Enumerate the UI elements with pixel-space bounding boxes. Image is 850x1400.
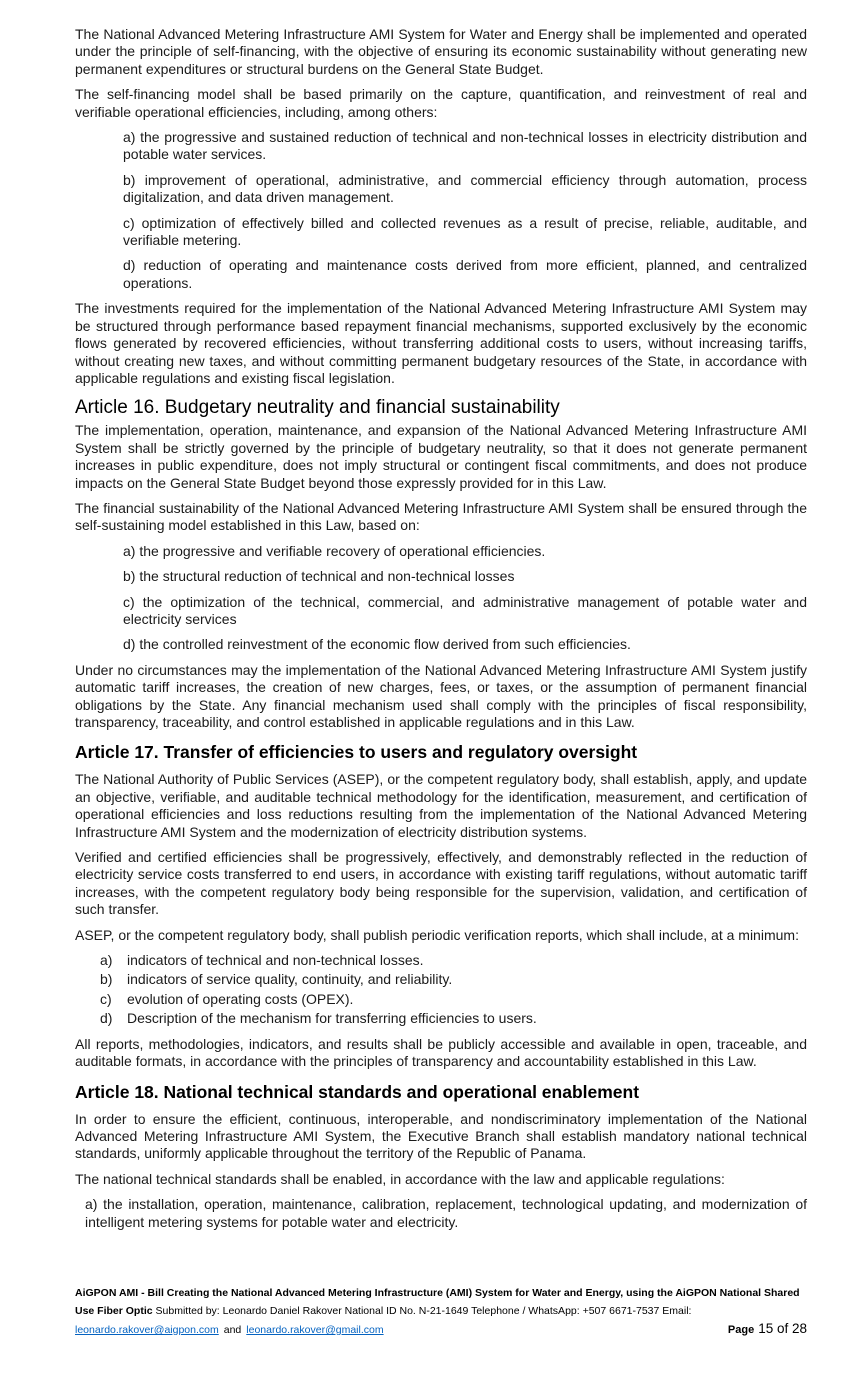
paragraph-investments: The investments required for the implementation of the National Advanced Metering Infrastructure AMI System may be structured through performance based repayment financial mechanisms, supported exclusively by the economic flows generated by recovered efficiencies, without transferring additional costs to users, without increasing tariffs, without creating new taxes, and without committing permanent budgetary resources of the State, in accordance with applicable regulations and existing fiscal legislation. [75,300,807,386]
list-item-report-b [100,971,807,988]
article-17-heading: Article 17. Transfer of efficiencies to users and regulatory oversight [75,742,638,763]
list-item-sustaining-b: b) the structural reduction of technical and non-technical losses [123,568,515,585]
email-link-aigpon[interactable]: leonardo.rakover@aigpon.com [75,1324,219,1336]
list-item-standards-a: a) the installation, operation, maintenance, calibration, replacement, technological updating, and modernization of intelligent metering systems for potable water and electricity. [85,1196,807,1230]
footer-title-paragraph [75,1284,807,1320]
list-item-report-a [100,952,807,969]
footer-contact-line [75,1320,807,1339]
page-label: Page [727,1324,755,1336]
list-item-efficiencies-a: a) the progressive and sustained reduction of technical and non-technical losses in electricity distribution and potable water services. [123,129,807,163]
list-item-efficiencies-c: c) optimization of effectively billed and collected revenues as a result of precise, reliable, auditable, and verifiable metering. [123,214,807,249]
list-marker: b) [100,971,113,988]
paragraph-verified-efficiencies: Verified and certified efficiencies shall be progressively, effectively, and demonstrably reflected in the reduction of electricity service costs transferred to end users, in accordance with existing tariff regulations, without automatic tariff increases, with the competent regulatory body being responsible for the supervision, validation, and certification of such transfer. [75,849,807,918]
list-item-sustaining-a: a) the progressive and verifiable recovery of operational efficiencies. [123,542,546,559]
paragraph-self-financing-principle: The National Advanced Metering Infrastructure AMI System for Water and Energy shall be implemented and operated under the principle of self-financing, with the objective of ensuring its economic sustainability without generating new permanent expenditures or structural burdens on the General State Budget. [75,26,807,77]
list-text: Description of the mechanism for transferring efficiencies to users. [127,1010,537,1027]
paragraph-asep-methodology: The National Authority of Public Services (ASEP), or the competent regulatory body, shall establish, apply, and update an objective, verifiable, and auditable technical methodology for the identification, measurement, and certification of operational efficiencies and loss reductions resulting from the implementation of the National Advanced Metering Infrastructure AMI System and the modernization of electricity distribution systems. [75,771,807,840]
paragraph-technical-standards: In order to ensure the efficient, continuous, interoperable, and nondiscriminatory implementation of the National Advanced Metering Infrastructure AMI System, the Executive Branch shall establish mandatory national technical standards, uniformly applicable throughout the territory of the Republic of Panama. [75,1110,807,1162]
list-item-sustaining-c: c) the optimization of the technical, commercial, and administrative management of potable water and electricity services [123,593,807,627]
list-text: indicators of service quality, continuity, and reliability. [127,971,453,988]
page-value: 15 of 28 [758,1321,807,1336]
article-18-heading: Article 18. National technical standards and operational enablement [75,1081,640,1102]
document-content [75,26,807,1239]
list-marker: c) [100,990,112,1007]
paragraph-budgetary-neutrality: The implementation, operation, maintenance, and expansion of the National Advanced Metering Infrastructure AMI System shall be strictly governed by the principle of budgetary neutrality, so that it does not generate permanent increases in public expenditure, does not imply structural or contingent fiscal commitments, and does not produce impacts on the General State Budget beyond those expressly provided for in this Law. [75,422,807,491]
list-text: indicators of technical and non-technical losses. [127,952,424,969]
paragraph-financial-sustainability: The financial sustainability of the National Advanced Metering Infrastructure AMI System shall be ensured through the self-sustaining model established in this Law, based on: [75,499,807,534]
list-item-sustaining-d: d) the controlled reinvestment of the economic flow derived from such efficiencies. [123,636,631,653]
paragraph-standards-enabled: The national technical standards shall be enabled, in accordance with the law and applicable regulations: [75,1170,725,1187]
footer-submitted-by: Submitted by: Leonardo Daniel Rakover National ID No. N-21-1649 Telephone / WhatsApp: +507 6671-7537 Email: [152,1305,692,1317]
paragraph-no-tariff-increases: Under no circumstances may the implementation of the National Advanced Metering Infrastructure AMI System justify automatic tariff increases, the creation of new charges, fees, or taxes, or the assumption of permanent financial obligations by the State. Any financial mechanism used shall comply with the principles of fiscal responsibility, transparency, traceability, and control established in applicable regulations and in this Law. [75,661,807,730]
paragraph-self-financing-model: The self-financing model shall be based primarily on the capture, quantification, and reinvestment of real and verifiable operational efficiencies, including, among others: [75,86,807,120]
paragraph-verification-reports: ASEP, or the competent regulatory body, shall publish periodic verification reports, which shall include, at a minimum: [75,926,799,943]
page-footer [75,1284,807,1339]
list-item-efficiencies-b: b) improvement of operational, administrative, and commercial efficiency through automation, process digitalization, and data driven management. [123,171,807,206]
verification-report-list [100,952,807,1028]
footer-emails [75,1321,384,1339]
email-link-gmail[interactable]: leonardo.rakover@gmail.com [246,1324,384,1336]
list-text: evolution of operating costs (OPEX). [127,990,354,1007]
list-item-report-c [100,991,807,1008]
footer-and-text: and [223,1324,242,1336]
paragraph-public-accessibility: All reports, methodologies, indicators, and results shall be publicly accessible and available in open, traceable, and auditable formats, in accordance with the principles of transparency and accountability established in this Law. [75,1035,807,1070]
article-16-heading: Article 16. Budgetary neutrality and financial sustainability [75,397,560,419]
list-marker: a) [100,952,113,969]
footer-doc-title: AiGPON AMI - Bill Creating the National Advanced Metering Infrastructure (AMI) System for Water and Energy, using the AiGPON National Shared Use Fiber Optic [75,1287,800,1317]
list-marker: d) [100,1010,113,1027]
list-item-efficiencies-d: d) reduction of operating and maintenance costs derived from more efficient, planned, and centralized operations. [123,257,807,291]
list-item-report-d [100,1010,807,1027]
footer-page-number [728,1320,807,1339]
